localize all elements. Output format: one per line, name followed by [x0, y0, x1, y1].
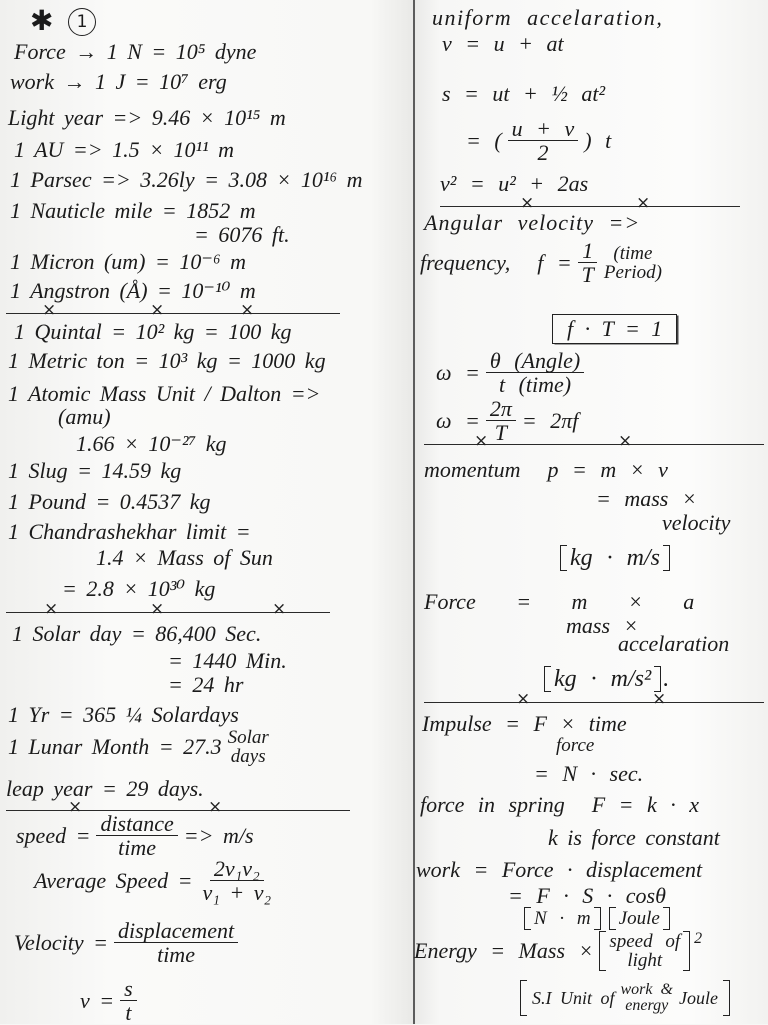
- velocity-denominator: time: [157, 942, 195, 967]
- speed-denominator: time: [118, 835, 157, 860]
- energy-exponent: 2: [694, 930, 703, 947]
- energy-label: Energy = Mass ×: [414, 938, 594, 963]
- momentum-expanded: = mass ×: [596, 486, 697, 511]
- separator-cross: ×: [240, 300, 255, 320]
- speed-unit: => m/s: [183, 822, 254, 848]
- separator-line: [440, 206, 740, 207]
- momentum-unit-bracket: kg · m/s: [560, 545, 670, 571]
- force-unit-end: .: [663, 666, 670, 692]
- micron: 1 Micron (um) = 10⁻⁶ m: [10, 249, 246, 274]
- separator-cross: ×: [636, 193, 651, 213]
- omega2-denominator: T: [494, 420, 508, 445]
- light-year: Light year => 9.46 × 10¹⁵ m: [8, 105, 286, 130]
- separator-cross: ×: [150, 599, 165, 619]
- force-unit-bracket: kg · m/s²: [544, 666, 661, 692]
- omega2-numerator: 2π: [486, 398, 516, 421]
- velocity-symbol-fraction: [120, 978, 137, 1023]
- si-unit-quantities: [621, 982, 673, 1014]
- eq3-suffix: ) t: [584, 127, 612, 153]
- omega-angle-formula: [436, 350, 584, 395]
- chandrasekhar-limit: 1 Chandrashekhar limit =: [8, 519, 251, 544]
- slug: 1 Slug = 14.59 kg: [8, 458, 182, 483]
- velocity-symbol-denominator: t: [125, 1000, 132, 1025]
- frequency-label: frequency, f =: [420, 249, 572, 275]
- force-unit: [544, 666, 669, 692]
- speed-numerator: distance: [96, 813, 177, 836]
- si-unit-top: work &: [620, 981, 673, 998]
- separator-cross: ×: [68, 797, 83, 817]
- omega2-label: ω =: [436, 407, 480, 433]
- page-fold-line: [413, 0, 415, 1024]
- separator-cross: ×: [618, 431, 633, 451]
- lunar-unit-top: Solar: [227, 727, 269, 748]
- force-formula: Force = m × a: [424, 589, 695, 614]
- frequency-formula: [420, 240, 662, 285]
- omega-numerator: θ (Angle): [486, 350, 584, 373]
- uniform-acceleration-title: uniform accelaration,: [432, 5, 664, 30]
- separator-cross: ×: [42, 300, 57, 320]
- impulse-force-note: force: [556, 735, 595, 756]
- impulse-formula: Impulse = F × time: [422, 711, 627, 736]
- amu-abbreviation: (amu): [58, 404, 111, 429]
- work-units: [524, 907, 670, 930]
- amu-value: 1.66 × 10⁻²⁷ kg: [76, 431, 227, 456]
- quintal: 1 Quintal = 10² kg = 100 kg: [14, 319, 292, 344]
- solar-day-minutes: = 1440 Min.: [168, 648, 287, 673]
- average-speed-fraction: [198, 858, 275, 903]
- chandrasekhar-sun-mass: 1.4 × Mass of Sun: [96, 545, 273, 570]
- frequency-note-bottom: Period): [603, 261, 662, 283]
- work-formula: work = Force · displacement: [416, 857, 703, 882]
- star-icon: ✱: [30, 4, 54, 37]
- leap-year: leap year = 29 days.: [6, 776, 204, 801]
- si-unit-bracket: [520, 980, 730, 1016]
- eq3-denominator: 2: [537, 140, 549, 165]
- eq3-numerator: u + v: [508, 118, 579, 141]
- frequency-period-relation-box: f · T = 1: [552, 314, 677, 344]
- lunar-unit-bottom: days: [230, 746, 266, 767]
- omega-frequency-formula: [436, 398, 578, 443]
- kinematics-equation-4: v² = u² + 2as: [440, 171, 589, 196]
- work-unit-name-bracket: Joule: [609, 907, 670, 930]
- work-unit-bracket: N · m: [524, 907, 601, 930]
- frequency-note-top: (time: [613, 242, 653, 264]
- si-unit-name: Joule: [678, 987, 718, 1008]
- energy-bracket-content: [609, 932, 680, 970]
- atomic-mass-unit: 1 Atomic Mass Unit / Dalton =>: [8, 381, 321, 406]
- frequency-note: [604, 244, 662, 282]
- chandrasekhar-kg: = 2.8 × 10³⁰ kg: [62, 576, 216, 601]
- work-expanded: = F · S · cosθ: [508, 883, 666, 908]
- average-speed-label: Average Speed =: [34, 867, 193, 893]
- separator-cross: ×: [520, 193, 535, 213]
- momentum-expanded-velocity: velocity: [662, 510, 731, 535]
- separator-cross: ×: [474, 431, 489, 451]
- separator-cross: ×: [516, 689, 531, 709]
- kinematics-equation-1: v = u + at: [442, 31, 564, 56]
- nautical-mile-feet: = 6076 ft.: [194, 222, 290, 247]
- velocity-formula: [14, 920, 238, 965]
- separator-cross: ×: [652, 689, 667, 709]
- angular-velocity-title: Angular velocity =>: [424, 210, 641, 235]
- average-speed-numerator: 2v₁v₂: [210, 858, 264, 881]
- angstrom: 1 Angstron (Å) = 10⁻¹⁰ m: [10, 278, 256, 303]
- speed-label: speed =: [16, 822, 91, 848]
- omega-label: ω =: [436, 359, 480, 385]
- separator-cross: ×: [272, 599, 287, 619]
- pound: 1 Pound = 0.4537 kg: [8, 489, 211, 514]
- separator-cross: ×: [208, 797, 223, 817]
- omega2-suffix: = 2πf: [521, 407, 579, 433]
- metric-ton: 1 Metric ton = 10³ kg = 1000 kg: [8, 348, 326, 373]
- eq3-prefix: = (: [466, 127, 502, 153]
- energy-bracket-top: speed of: [609, 931, 681, 952]
- force-expanded: mass ×: [566, 613, 639, 638]
- kinematics-equation-2: s = ut + ½ at²: [442, 81, 606, 106]
- si-unit-bottom: energy: [625, 997, 669, 1014]
- velocity-fraction: [114, 920, 238, 965]
- speed-fraction: [96, 813, 177, 858]
- velocity-numerator: displacement: [114, 920, 238, 943]
- velocity-label: Velocity =: [14, 929, 108, 955]
- circled-number: 1: [68, 8, 96, 36]
- separator-line: [424, 702, 764, 703]
- lunar-month-label: 1 Lunar Month = 27.3: [8, 734, 222, 759]
- lunar-month: [8, 728, 269, 766]
- frequency-fraction: [578, 240, 598, 285]
- work-unit: work → 1 J = 10⁷ erg: [10, 69, 227, 94]
- parsec: 1 Parsec => 3.26ly = 3.08 × 10¹⁶ m: [10, 167, 363, 192]
- average-speed-denominator: v₁ + v₂: [202, 880, 272, 905]
- momentum-formula: momentum p = m × v: [424, 457, 668, 482]
- year: 1 Yr = 365 ¼ Solardays: [8, 702, 239, 727]
- speed-formula: [16, 813, 254, 858]
- velocity-symbol-formula: [80, 978, 137, 1023]
- omega-fraction: [486, 350, 584, 395]
- omega2-fraction: [486, 398, 516, 443]
- separator-cross: ×: [44, 599, 59, 619]
- separator-line: [6, 810, 350, 811]
- spring-force-formula: force in spring F = k · x: [420, 792, 700, 817]
- si-unit-label: S.I Unit of: [532, 987, 615, 1008]
- velocity-symbol-label: v =: [80, 987, 115, 1013]
- average-speed-formula: [34, 858, 275, 903]
- energy-bracket-bottom: light: [627, 950, 663, 971]
- force-expanded-acceleration: accelaration: [618, 631, 730, 656]
- frequency-denominator: T: [581, 262, 594, 287]
- velocity-symbol-numerator: s: [120, 978, 137, 1001]
- separator-cross: ×: [150, 300, 165, 320]
- nautical-mile: 1 Nauticle mile = 1852 m: [10, 198, 256, 223]
- energy-formula: [414, 931, 702, 971]
- kinematics-equation-3: [466, 118, 611, 163]
- force-unit: Force → 1 N = 10⁵ dyne: [14, 39, 257, 64]
- eq3-fraction: [508, 118, 579, 163]
- momentum-unit: [560, 545, 670, 571]
- solar-day-hours: = 24 hr: [168, 672, 244, 697]
- si-unit-note: [520, 980, 730, 1016]
- spring-constant-note: k is force constant: [548, 825, 720, 850]
- omega-denominator: t (time): [498, 372, 572, 397]
- frequency-numerator: 1: [578, 240, 597, 263]
- solar-day: 1 Solar day = 86,400 Sec.: [12, 621, 262, 646]
- energy-bracket: [599, 931, 690, 971]
- impulse-unit: = N · sec.: [534, 761, 644, 786]
- lunar-month-unit: [228, 728, 269, 766]
- astronomical-unit: 1 AU => 1.5 × 10¹¹ m: [14, 137, 235, 162]
